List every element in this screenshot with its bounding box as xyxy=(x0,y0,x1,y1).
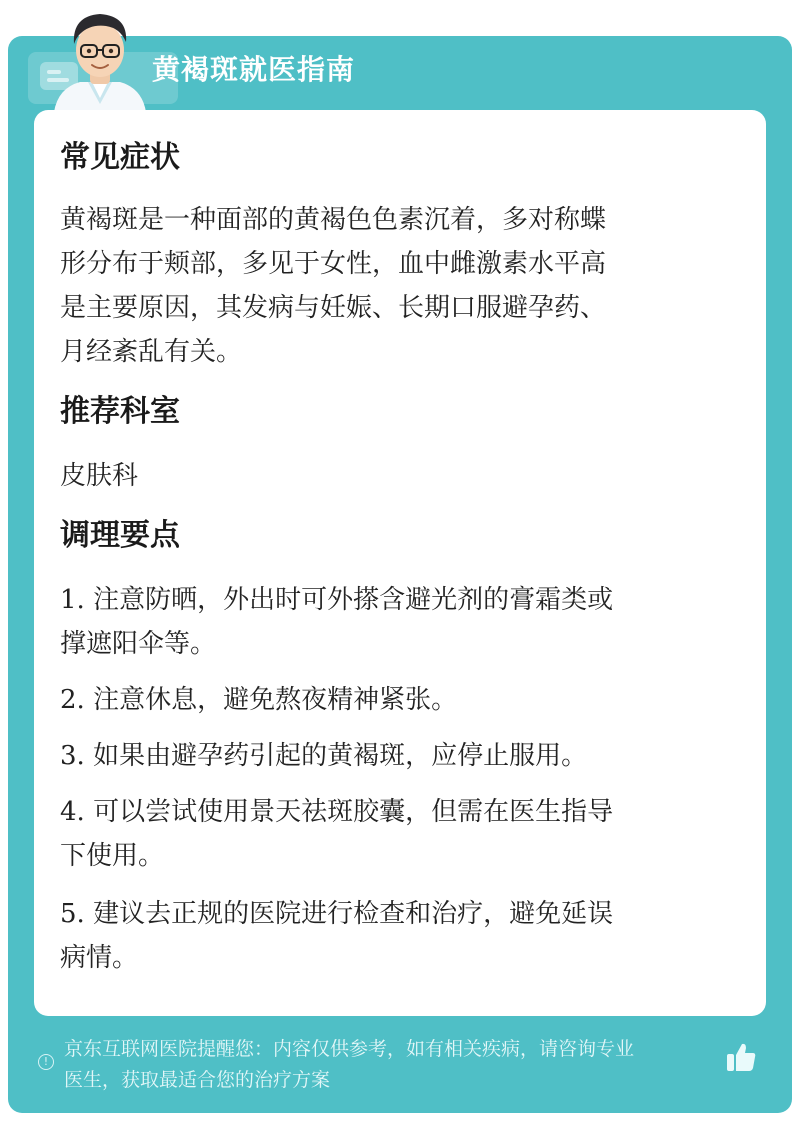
page-title: 黄褐斑就医指南 xyxy=(152,53,356,86)
footer-line: 医生，获取最适合您的治疗方案 xyxy=(64,1069,331,1091)
footer-line: 京东互联网医院提醒您：内容仅供参考，如有相关疾病，请咨询专业 xyxy=(64,1038,635,1060)
symptoms-line: 形分布于颊部，多见于女性，血中雌激素水平高 xyxy=(60,249,607,279)
care-item-2 xyxy=(60,678,740,722)
care-heading: 调理要点 xyxy=(60,518,180,553)
care-item-line: 如果由避孕药引起的黄褐斑，应停止服用。 xyxy=(93,741,588,771)
care-item-number: 4. xyxy=(60,797,85,827)
care-item-5 xyxy=(60,892,740,980)
symptoms-text xyxy=(60,198,730,374)
symptoms-line: 黄褐斑是一种面部的黄褐色色素沉着，多对称蝶 xyxy=(60,205,607,235)
care-item-line: 建议去正规的医院进行检查和治疗，避免延误 xyxy=(93,899,614,929)
care-item-number: 2. xyxy=(60,685,85,715)
care-item-number: 3. xyxy=(60,741,85,771)
care-item-3 xyxy=(60,734,740,778)
care-item-line: 注意休息，避免熬夜精神紧张。 xyxy=(93,685,458,715)
symptoms-line: 月经紊乱有关。 xyxy=(60,337,243,367)
info-icon: ! xyxy=(38,1054,54,1070)
symptoms-line: 是主要原因，其发病与妊娠、长期口服避孕药、 xyxy=(60,293,607,323)
thumbs-up-icon[interactable] xyxy=(724,1040,758,1074)
care-item-line: 可以尝试使用景天祛斑胶囊，但需在医生指导 xyxy=(93,797,614,827)
care-item-1 xyxy=(60,578,740,666)
department-value: 皮肤科 xyxy=(60,461,139,491)
care-item-line: 注意防晒，外出时可外搽含避光剂的膏霜类或 xyxy=(93,585,614,615)
care-item-line: 下使用。 xyxy=(60,841,165,871)
symptoms-heading: 常见症状 xyxy=(60,140,180,175)
footer-disclaimer xyxy=(64,1034,724,1096)
care-item-4 xyxy=(60,790,740,878)
care-item-line: 撑遮阳伞等。 xyxy=(60,629,217,659)
care-item-number: 1. xyxy=(60,585,85,615)
doctor-avatar xyxy=(50,8,150,112)
care-item-number: 5. xyxy=(60,899,85,929)
care-item-line: 病情。 xyxy=(60,943,139,973)
department-heading: 推荐科室 xyxy=(60,394,180,429)
